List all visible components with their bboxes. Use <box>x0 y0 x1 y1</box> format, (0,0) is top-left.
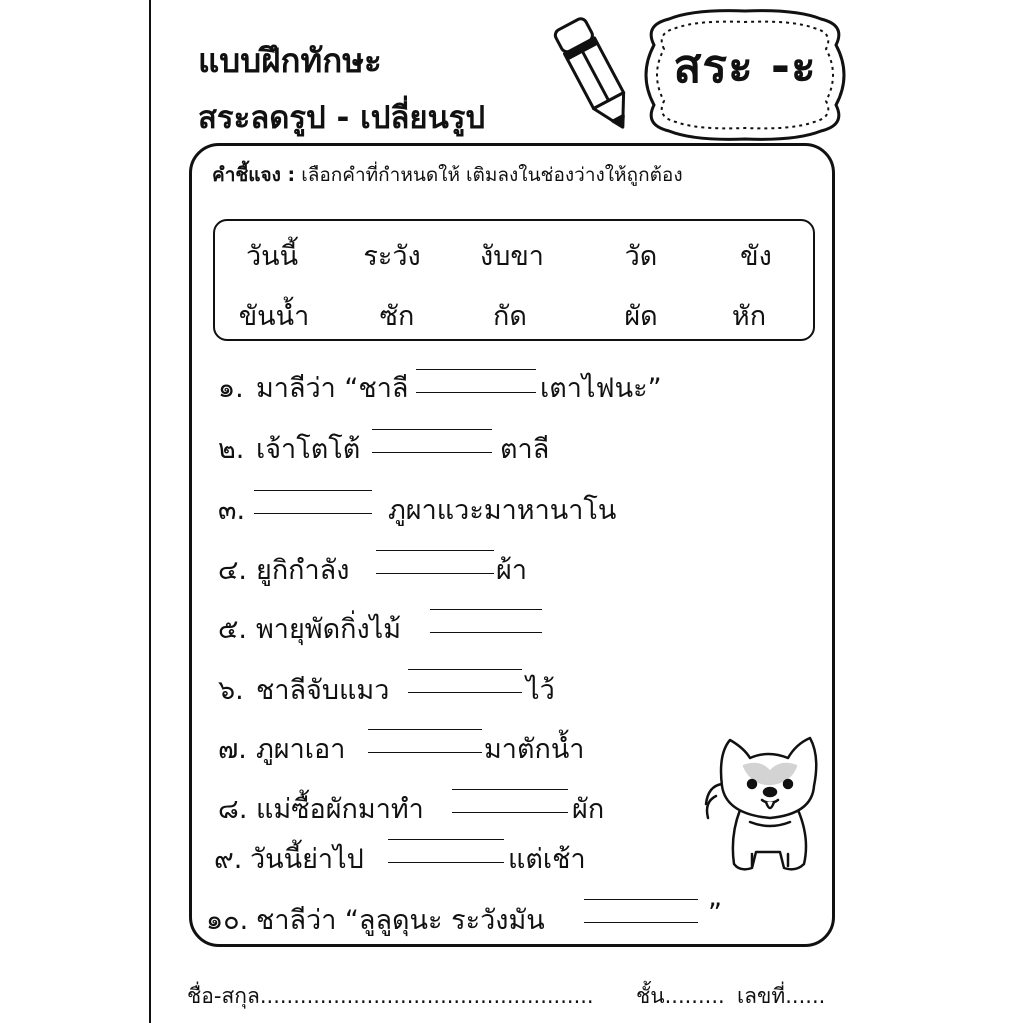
instructions <box>212 160 683 190</box>
word-bank-item: กัด <box>493 301 527 332</box>
question-number: ๕. <box>218 614 248 645</box>
instructions-label: คำชี้แจง : <box>212 164 296 186</box>
page-margin-line <box>149 0 151 1023</box>
question-text: มาลีว่า “ชาลี <box>256 373 409 404</box>
word-bank-item: ผัด <box>624 301 658 332</box>
question-text: เตาไฟนะ” <box>540 373 662 404</box>
word-bank-item: วัด <box>624 241 658 272</box>
word-bank-item: หัก <box>731 301 767 332</box>
question-number: ๓. <box>218 495 246 526</box>
question-text: ผ้า <box>496 555 527 586</box>
dog-illustration <box>700 726 835 876</box>
answer-blank[interactable] <box>368 729 482 753</box>
question-text: ” <box>708 898 722 929</box>
question-text: ชาลีว่า “ลูลูดุนะ ระวังมัน <box>256 905 545 936</box>
answer-blank[interactable] <box>584 899 698 923</box>
answer-blank[interactable] <box>452 789 568 813</box>
word-bank-item: ขัง <box>740 241 772 272</box>
question-number: ๘. <box>218 794 248 825</box>
answer-blank[interactable] <box>408 669 522 693</box>
footer-grade-field: ชั้น......... <box>636 984 725 1008</box>
word-bank-item: วันนี้ <box>245 241 299 272</box>
question-number: ๙. <box>214 844 243 875</box>
worksheet-title: แบบฝึกทักษะ <box>198 41 382 80</box>
answer-blank[interactable] <box>430 609 542 633</box>
word-bank-item: ซัก <box>379 301 415 332</box>
word-bank-item: งับขา <box>480 241 544 272</box>
word-bank-item: ระวัง <box>363 241 421 272</box>
question-text: วันนี้ย่าไป <box>250 844 364 875</box>
question-text: ภูผาแวะมาหานาโน <box>388 495 617 526</box>
answer-blank[interactable] <box>388 839 504 863</box>
question-number: ๗. <box>218 734 247 765</box>
footer-number-field: เลขที่...... <box>737 984 826 1008</box>
question-number: ๔. <box>218 555 248 586</box>
question-number: ๑. <box>218 373 244 404</box>
answer-blank[interactable] <box>372 429 492 453</box>
question-number: ๖. <box>218 675 244 706</box>
question-text: แม่ซื้อผักมาทำ <box>256 794 424 825</box>
answer-blank[interactable] <box>376 550 494 574</box>
question-text: มาตักน้ำ <box>484 734 585 765</box>
word-bank-item: ขันน้ำ <box>238 301 310 332</box>
question-text: เจ้าโตโต้ <box>256 434 361 465</box>
question-text: แต่เช้า <box>508 844 586 875</box>
question-text: ยูกิกำลัง <box>256 555 350 586</box>
answer-blank[interactable] <box>254 490 372 514</box>
question-text: ชาลีจับแมว <box>256 675 390 706</box>
question-text: ผัก <box>572 794 605 825</box>
vowel-badge: สระ -ะ <box>673 39 817 93</box>
question-text: พายุพัดกิ่งไม้ <box>256 614 402 645</box>
answer-blank[interactable] <box>416 369 536 393</box>
question-number: ๑๐. <box>206 905 249 936</box>
question-number: ๒. <box>218 434 245 465</box>
question-text: ตาลี <box>500 434 550 465</box>
question-text: ภูผาเอา <box>256 734 346 765</box>
instructions-text: เลือกคำที่กำหนดให้ เติมลงในช่องว่างให้ถูกต้อง <box>295 164 683 186</box>
worksheet-subtitle: สระลดรูป - เปลี่ยนรูป <box>198 100 486 136</box>
footer-name-field: ชื่อ-สกุล.................................................. <box>187 984 594 1008</box>
question-text: ไว้ <box>526 675 555 706</box>
